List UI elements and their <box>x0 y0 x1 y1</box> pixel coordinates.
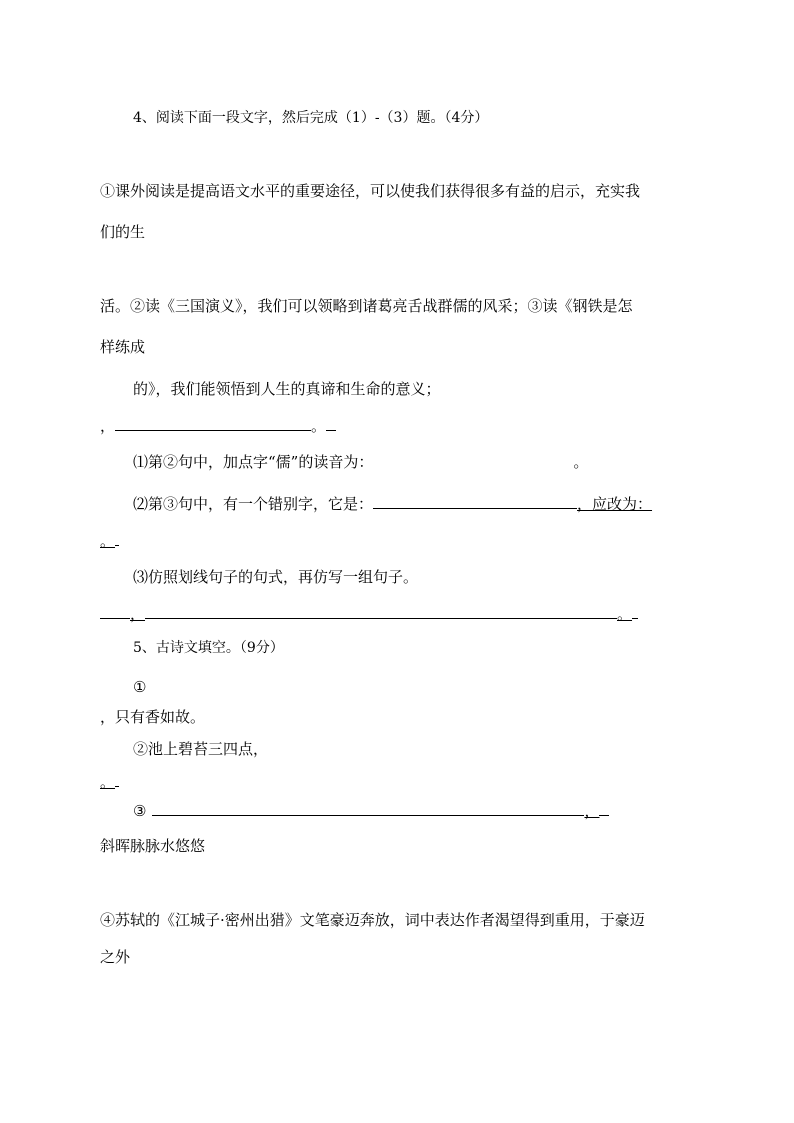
sub1-end: 。 <box>573 453 589 471</box>
blank-start-comma: ， <box>100 417 116 435</box>
q5-item3-number: ③ <box>133 802 147 820</box>
q4-paragraph-line-5: 的》，我们能领悟到人生的真谛和生命的意义； <box>133 380 441 398</box>
q5-item4-line-2: 之外 <box>100 948 131 966</box>
item3-answer-blank[interactable] <box>152 801 584 816</box>
item2-end: 。 <box>100 773 116 791</box>
sub3-blank-b[interactable] <box>145 604 617 619</box>
q4-paragraph-line-3: 活。②读《三国演义》，我们可以领略到诸葛亮舌战群儒的风采；③读《钢铁是怎 <box>100 297 633 315</box>
q4-sub2-end-row <box>100 531 119 551</box>
q5-item3-row <box>133 801 609 821</box>
item2-end-tail <box>115 772 119 787</box>
q5-item1-line: ，只有香如故。 <box>100 708 206 726</box>
q5-item1-number: ① <box>133 678 147 696</box>
q4-heading: 4、阅读下面一段文字，然后完成（1）-（3）题。（4分） <box>133 110 489 126</box>
item3-tail <box>599 801 609 816</box>
q5-heading: 5、古诗文填空。（9分） <box>133 640 284 656</box>
q4-paragraph-line-2: 们的生 <box>100 223 146 241</box>
q4-answer-blank-row <box>100 416 336 436</box>
q5-item3-continuation: 斜晖脉脉水悠悠 <box>100 837 206 855</box>
sub3-blank-a[interactable] <box>100 604 130 619</box>
q4-paragraph-line-4: 样练成 <box>100 338 146 356</box>
blank-end-period: 。 <box>311 417 327 435</box>
q4-sub1-text: ⑴第②句中，加点字“儒”的读音为： <box>133 453 374 471</box>
sub3-end: 。 <box>617 605 633 623</box>
q4-sub3-text: ⑶仿照划线句子的句式，再仿写一组句子。 <box>133 568 419 586</box>
sub3-tail <box>632 604 638 619</box>
sub3-comma: ， <box>130 605 146 623</box>
sub2-end: 。 <box>100 532 116 550</box>
q4-sub3-answer-row <box>100 604 638 624</box>
blank-tail <box>326 416 336 431</box>
sub2-end-tail <box>115 531 119 546</box>
q4-sub2-text: ⑵第③句中，有一个错别字，它是： <box>133 495 374 513</box>
sub2-mid: ，应改为： <box>577 495 653 513</box>
q4-sub1-row <box>133 452 588 472</box>
q5-item4-line-1: ④苏轼的《江城子·密州出猎》文笔豪迈奔放，词中表达作者渴望得到重用，于豪迈 <box>100 911 645 929</box>
item3-comma: ， <box>584 802 600 820</box>
q5-item2: ②池上碧苔三四点， <box>133 740 269 758</box>
q4-paragraph-line-1: ①课外阅读是提高语文水平的重要途径，可以使我们获得很多有益的启示，充实我 <box>100 182 641 200</box>
q5-item2-end-row <box>100 772 119 792</box>
q4-sub2-row <box>133 494 652 514</box>
answer-blank[interactable] <box>115 416 311 431</box>
sub2-answer-blank[interactable] <box>373 494 577 509</box>
